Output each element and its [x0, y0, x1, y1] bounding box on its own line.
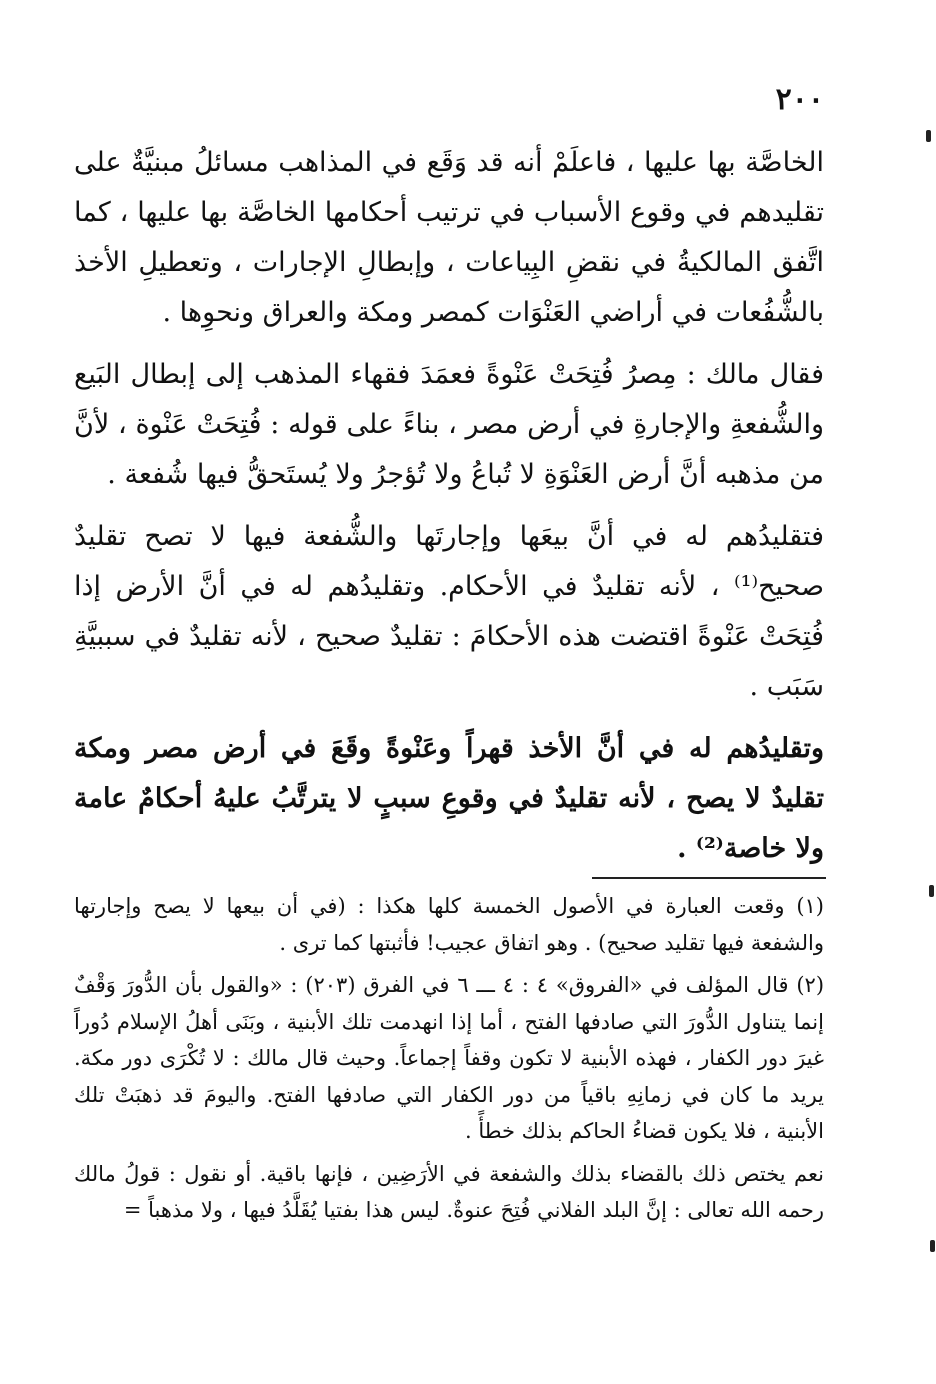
- footnote-separator: [592, 877, 826, 879]
- margin-mark: [929, 885, 934, 897]
- footnote-continuation: نعم يختص ذلك بالقضاء بذلك والشفعة في الأرَضِين ، فإنها باقية. أو نقول : قولُ مالك رحمه الله تعالى : إنَّ البلد الفلاني فُتِحَ عنوةٌ. ليس هذا بفتيا يُقَلَّدُ فيها ، ولا مذهباً =: [74, 1161, 824, 1222]
- footnote: (٢) قال المؤلف في «الفروق» ٤ : ٤ ـــ ٦ في الفرق (٢٠٣) : «والقول بأن الدُّورَ وَقْفٌ إنما يتناول الدُّورَ التي صادفها الفتح ، أما إذا انهدمت تلك الأبنية ، وبَنَى أهلُ الإسلام دُوراً غيرَ دور الكفار ، فهذه الأبنية لا تكون وقفاً إجماعاً. وحيث قال مالك : لا تُكْرَى دور مكة. يريد ما كان في زمانِهِ باقياً من دور الكفار التي صادفها الفتح. واليومَ قد ذهبَتْ تلك الأبنية ، فلا يكون قضاءُ الحاكم بذلك خطأً .: [74, 973, 825, 1143]
- margin-mark: [930, 1240, 935, 1252]
- paragraph: فتقليدُهم له في أنَّ بيعَها وإجارتَها والشُّفعة فيها لا تصح تقليدٌ صحيح⁽¹⁾ ، لأنه تقليدٌ في الأحكام. وتقليدُهم له في أنَّ الأرض إذا فُتِحَتْ عَنْوةً اقتضت هذه الأحكامَ : تقليدٌ صحيح ، لأنه تقليدٌ في سببيَّةِ سَبَب .: [74, 521, 824, 702]
- page-number: ٢٠٠: [775, 82, 824, 117]
- main-text: [74, 138, 824, 886]
- paragraph: الخاصَّة بها عليها ، فاعلَمْ أنه قد وَقَع في المذاهب مسائلُ مبنيَّةٌ على تقليدهم في وقوع الأسباب في ترتيب أحكامها الخاصَّة بها عليها ، كما اتَّفق المالكيةُ في نقضِ البِياعات ، وإبطالِ الإجارات ، وتعطيلِ الأخذ بالشُّفُعات في أراضي العَنْوَات كمصر ومكة والعراق ونحوِها .: [74, 147, 824, 328]
- footnotes: [74, 888, 824, 1235]
- margin-mark: [926, 130, 931, 142]
- paragraph: وتقليدُهم له في أنَّ الأخذ قهراً وعَنْوةً وقَعَ في أرض مصر ومكة تقليدٌ لا يصح ، لأنه تقليدٌ في وقوعِ سببٍ لا يترتَّبُ عليهُ أحكامٌ عامة ولا خاصة⁽²⁾ .: [74, 733, 824, 864]
- paragraph: فقال مالك : مِصرُ فُتِحَتْ عَنْوةً فعمَدَ فقهاء المذهب إلى إبطال البَيع والشُّفعةِ والإجارةِ في أرض مصر ، بناءً على قوله : فُتِحَتْ عَنْوة ، لأنَّ من مذهبه أنَّ أرض العَنْوَةِ لا تُباعُ ولا تُؤجرُ ولا يُستَحقُّ فيها شُفعة .: [74, 359, 824, 490]
- footnote: (١) وقعت العبارة في الأصول الخمسة كلها هكذا : (في أن بيعها لا يصح وإجارتها والشفعة فيها تقليد صحيح) . وهو اتفاق عجيب! فأثبتها كما ترى .: [74, 894, 824, 955]
